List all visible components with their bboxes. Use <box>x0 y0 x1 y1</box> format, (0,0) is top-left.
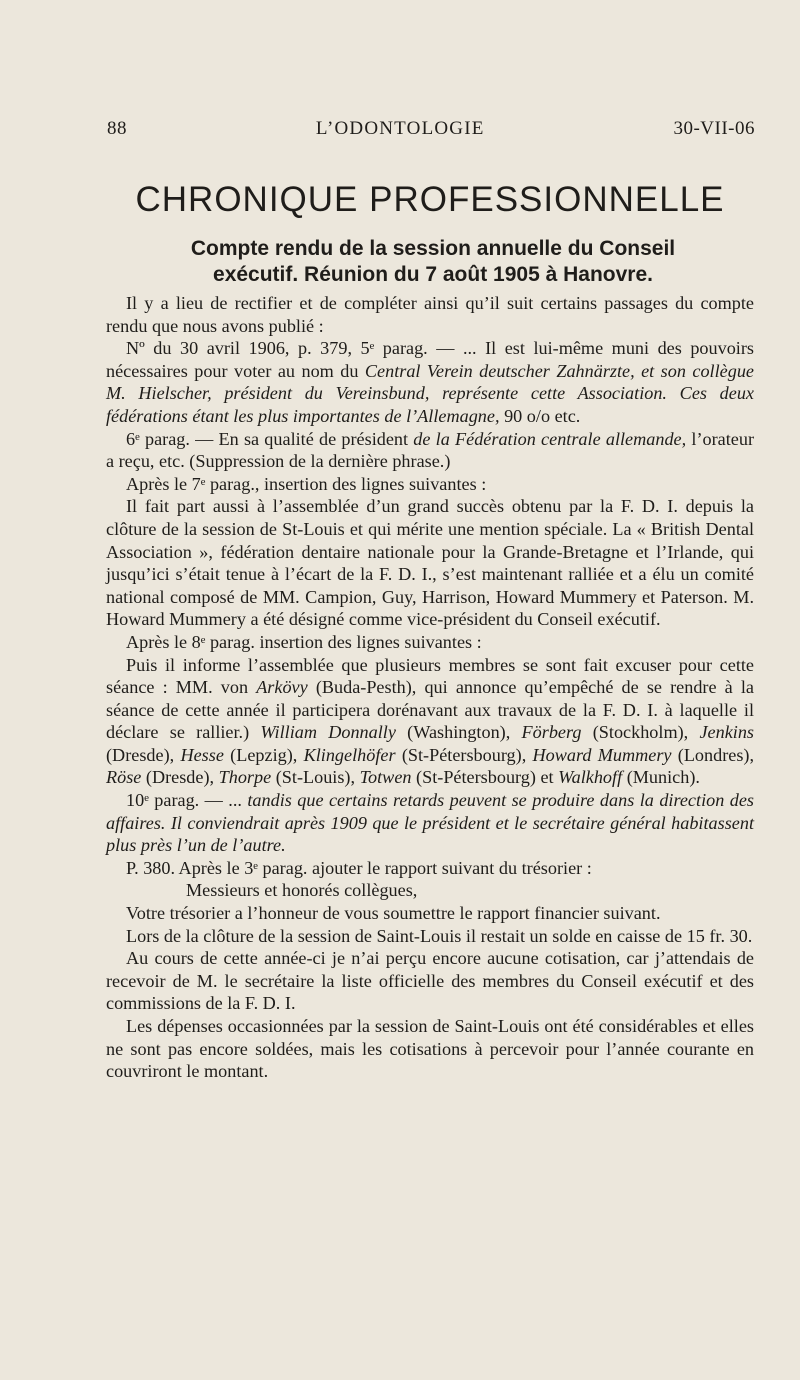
article-body <box>106 292 754 1083</box>
member-name: William Donnally <box>260 722 396 743</box>
italic-run: de la Fédération centrale allemande, <box>413 428 687 449</box>
text-run: (Dresde), <box>106 744 181 765</box>
paragraph-insertion-8: Après le 8ᵉ parag. insertion des lignes suivantes : <box>126 631 482 652</box>
text-run: (Munich). <box>622 767 700 788</box>
text-run: (Lepzig), <box>223 744 304 765</box>
running-head <box>107 118 755 140</box>
paragraph-treasurer-intro: P. 380. Après le 3ᵉ parag. ajouter le rapport suivant du trésorier : <box>126 857 592 878</box>
page-number: 88 <box>107 118 127 139</box>
member-name: Förberg <box>521 722 582 743</box>
italic-run: tandis que certains retards peuvent se produire dans la direction des affaires. Il conviendrait après 1909 que le président et le secrétaire général habitassent plus près l’un de l’autre. <box>106 790 754 856</box>
text-run: (Stockholm), <box>581 722 700 743</box>
paragraph-british-association: Il fait part aussi à l’assemblée d’un grand succès obtenu par la F. D. I. depuis la clôture de la session de St-Louis et qui mérite une mention spéciale. La « British Dental Association », fédération dentaire nationale pour la Grande-Bretagne et l’Irlande, qui jusqu’ici s’était tenue à l’écart de la F. D. I., s’est maintenant ralliée et a élu un comité national composé de MM. Campion, Guy, Harrison, Howard Mummery et Paterson. M. Howard Mummery a été désigné comme vice-président du Conseil exécutif. <box>106 496 754 630</box>
text-run: Puis il informe l’assemblée que plusieurs membres se sont fait excuser pour cette séance : MM. von <box>106 654 754 698</box>
member-name: Arkövy <box>256 677 308 698</box>
paragraph-report-2: Lors de la clôture de la session de Saint-Louis il restait un solde en caisse de 15 fr. 30. <box>126 925 753 946</box>
member-name: Howard Mummery <box>532 744 672 765</box>
issue-date: 30-VII-06 <box>673 118 755 139</box>
text-run: (Buda-Pesth), qui annonce qu’empêché de se rendre à la séance de cette année il participera dorénavant aux travaux de la F. D. I. à laquelle il déclare se rallier.) <box>106 677 754 743</box>
member-name: Jenkins <box>699 722 754 743</box>
text-run: l’orateur a reçu, etc. (Suppression de la dernière phrase.) <box>106 428 754 472</box>
journal-title: L’ODONTOLOGIE <box>315 118 485 139</box>
text-run: (Dresde), <box>141 767 219 788</box>
section-title: CHRONIQUE PROFESSIONNELLE <box>135 180 725 219</box>
salutation: Messieurs et honorés collègues, <box>186 880 418 901</box>
paragraph-excused-members <box>106 654 754 790</box>
member-name: Hesse <box>180 744 224 765</box>
member-name: Röse <box>106 767 142 788</box>
member-name: Walkhoff <box>558 767 623 788</box>
paragraph-report-3: Au cours de cette année-ci je n’ai perçu encore aucune cotisation, car j’attendais de recevoir de M. le secrétaire la liste officielle des membres du Conseil exécutif et des commissions de la F. D. I. <box>106 948 754 1014</box>
text-run: (St-Pétersbourg) et <box>411 767 559 788</box>
text-run: (St-Louis), <box>271 767 360 788</box>
text-run: (Washington), <box>395 722 522 743</box>
paragraph-insertion-7: Après le 7ᵉ parag., insertion des lignes suivantes : <box>126 473 487 494</box>
member-name: Klingelhöfer <box>303 744 396 765</box>
member-name: Totwen <box>359 767 412 788</box>
paragraph-intro: Il y a lieu de rectifier et de compléter ainsi qu’il suit certains passages du compte rendu que nous avons publié : <box>106 293 754 336</box>
paragraph-correction-6 <box>106 428 754 473</box>
text-run: 10ᵉ parag. — ... <box>126 790 248 811</box>
text-run: (St-Pétersbourg), <box>395 744 533 765</box>
text-run: (Londres), <box>671 744 755 765</box>
subtitle-line-2: exécutif. Réunion du 7 août 1905 à Hanovre. <box>213 263 653 286</box>
paragraph-report-1: Votre trésorier a l’honneur de vous soumettre le rapport financier suivant. <box>126 903 661 924</box>
member-name: Thorpe <box>218 767 272 788</box>
text-run: 90 o/o etc. <box>499 405 581 426</box>
paragraph-correction-10 <box>106 789 754 857</box>
italic-run: Central Verein deutscher Zahnärzte, et son collègue M. Hielscher, président du Vereinsbund, représente cette Association. Ces deux fédérations étant les plus importantes de l’Allemagne, <box>106 360 754 426</box>
paragraph-correction-5 <box>106 337 754 427</box>
article-subtitle <box>106 236 760 288</box>
paragraph-report-4: Les dépenses occasionnées par la session de Saint-Louis ont été considérables et elles ne sont pas encore soldées, mais les cotisations à percevoir pour l’année courante en couvriront le montant. <box>106 1016 754 1082</box>
subtitle-line-1: Compte rendu de la session annuelle du Conseil <box>190 237 676 260</box>
text-run: Nº du 30 avril 1906, p. 379, 5ᵉ parag. — ... Il est lui-même muni des pouvoirs nécessaires pour voter au nom du <box>106 338 754 381</box>
text-run: 6ᵉ parag. — En sa qualité de président <box>126 428 414 449</box>
